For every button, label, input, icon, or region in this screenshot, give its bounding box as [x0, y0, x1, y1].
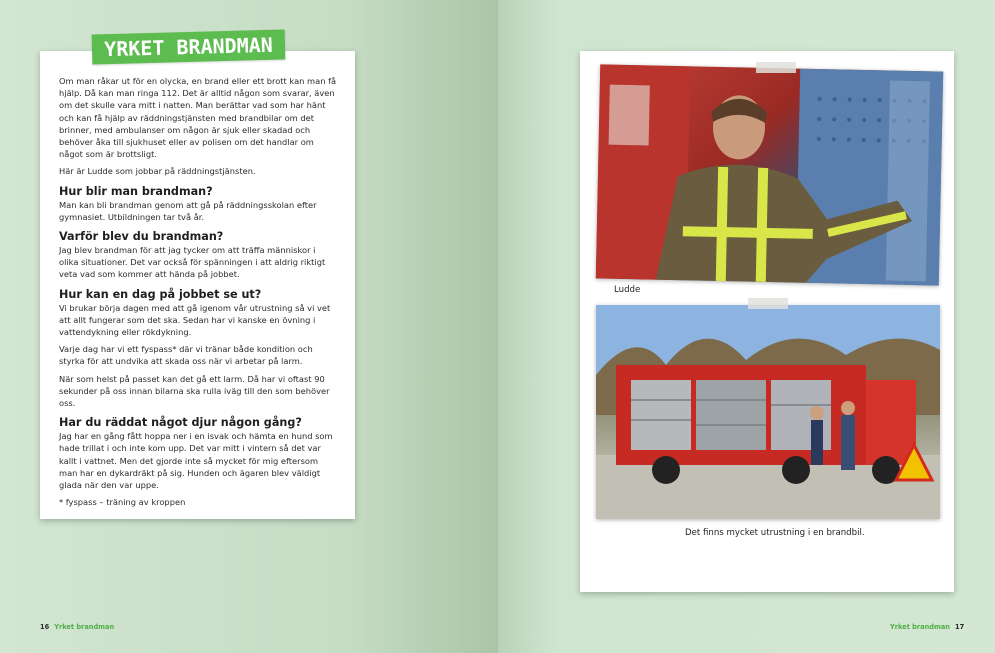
section-paragraph: Man kan bli brandman genom att gå på räddningsskolan efter gymnasiet. Utbildningen tar två år. [59, 199, 317, 222]
section-paragraph: Jag har en gång fått hoppa ner i en isvak och hämta en hund som hade trillat i och inte kom upp. Det var mitt i vintern så det var kallt i vattnet. Men det gjorde inte så mycket för mig eftersom man har en dykardräkt på sig. Hunden och ägaren blev väldigt glada när den var uppe. [59, 431, 333, 491]
section-paragraph: När som helst på passet kan det gå ett larm. Då har vi oftast 90 sekunder på oss innan bilarna ska rulla iväg till den som behöver oss. [59, 373, 330, 409]
section-paragraph: Jag blev brandman för att jag tycker om att träffa människor i olika situationer. Det var också för spänningen i att aldrig riktigt veta vad som kommer att hända på jobbet. [59, 245, 326, 280]
page-number: 16 [40, 623, 50, 631]
section-heading: Hur kan en dag på jobbet se ut? [59, 287, 262, 301]
firefighter-illustration [596, 64, 943, 285]
tape-strip [756, 62, 796, 73]
footer-section-title: Yrket brandman [54, 623, 115, 631]
section-heading: Varför blev du brandman? [59, 230, 224, 244]
section-paragraph: Vi brukar börja dagen med att gå igenom vår utrustning så vi vet att allt fungerar som det ska. Sedan har vi kanske en övning i vattendykning eller rökdykning. [59, 302, 331, 338]
article-card [40, 51, 355, 519]
tape-strip [748, 298, 788, 309]
intro-paragraph: Här är Ludde som jobbar på räddningstjänsten. [59, 166, 256, 177]
firefighter-photo [596, 64, 943, 285]
page-title-banner [92, 29, 286, 64]
right-footer [885, 623, 964, 631]
fire-truck-photo [596, 305, 940, 519]
footer-section-title: Yrket brandman [890, 623, 951, 631]
left-footer [40, 623, 119, 631]
section-heading: Hur blir man brandman? [59, 184, 213, 198]
section-heading: Har du räddat något djur någon gång? [59, 416, 302, 430]
intro-paragraph: Om man råkar ut för en olycka, en brand eller ett brott kan man få hjälp. Då kan man ringa 112. Det är alltid någon som svarar, även om det skulle vara mitt i natten. Man berättar vad som har hänt och kan få hjälp av räddningstjänsten med brandbilar om det brinner, med ambulanser om någon är sjuk eller skadad och behöver åka till sjukhuset eller av polisen om det handlar om något som är brottsligt. [59, 76, 337, 160]
photo-caption: Det finns mycket utrustning i en brandbil. [685, 528, 865, 538]
section-paragraph: Varje dag har vi ett fyspass* där vi tränar både kondition och styrka för att undvika att skada oss när vi arbetar på larm. [59, 344, 313, 367]
page-number: 17 [955, 623, 965, 631]
footnote: * fyspass – träning av kroppen [59, 497, 186, 508]
page-title: YRKET BRANDMAN [103, 32, 274, 62]
fire-truck-illustration [596, 305, 940, 519]
photo-caption: Ludde [614, 285, 641, 295]
